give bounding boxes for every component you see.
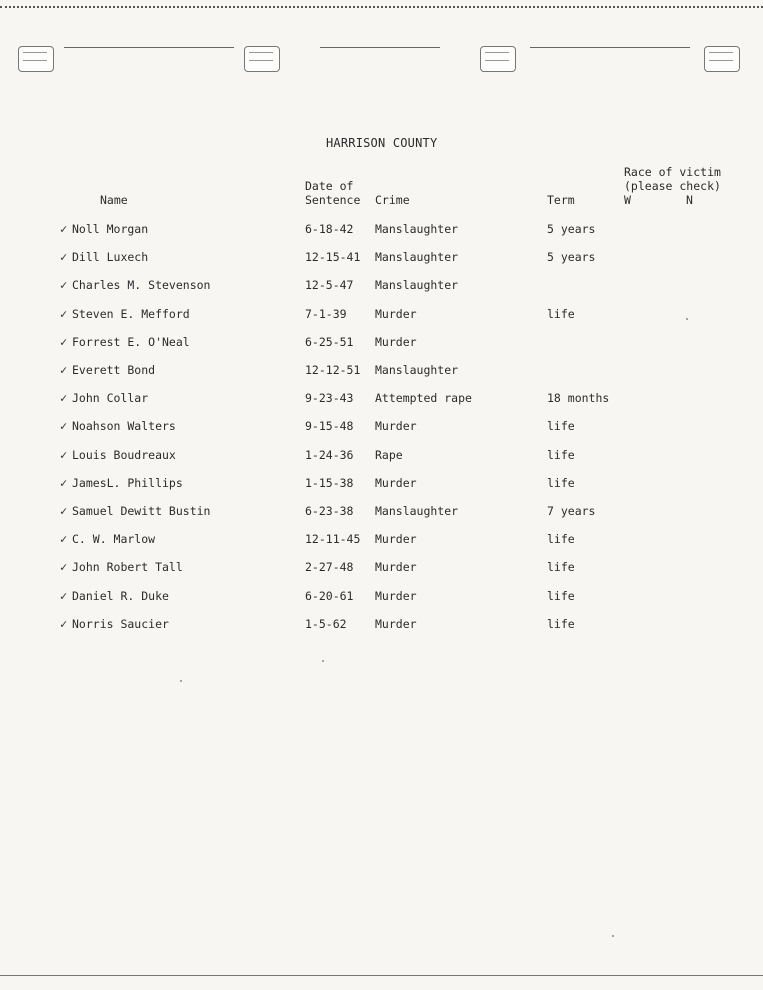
check-mark-icon: ✓ <box>60 588 68 603</box>
check-mark-icon: ✓ <box>60 419 68 434</box>
table-row <box>0 363 763 383</box>
table-row <box>0 476 763 496</box>
crime-cell: Murder <box>375 419 417 434</box>
header-race-w: W <box>624 193 631 207</box>
crime-cell: Manslaughter <box>375 222 459 236</box>
header-date-line2: Sentence <box>305 193 361 207</box>
name-cell: Steven E. Mefford <box>72 306 190 321</box>
term-cell: 18 months <box>547 391 610 406</box>
copy-stamp-icon <box>18 46 54 72</box>
name-cell: Norris Saucier <box>72 616 169 631</box>
table-row <box>0 589 763 609</box>
name-cell: Dill Luxech <box>72 250 149 265</box>
table-row <box>0 617 763 637</box>
table-row <box>0 250 763 270</box>
header-race-line1: Race of victim <box>624 165 721 179</box>
date-cell: 6-23-38 <box>305 504 354 518</box>
table-row <box>0 278 763 298</box>
term-cell: life <box>547 588 575 603</box>
table-row <box>0 222 763 242</box>
table-row <box>0 448 763 468</box>
crime-cell: Murder <box>375 560 417 575</box>
term-cell: 5 years <box>547 222 596 236</box>
term-cell: life <box>547 475 575 490</box>
name-cell: John Robert Tall <box>72 560 183 575</box>
check-mark-icon: ✓ <box>60 334 68 349</box>
check-mark-icon: ✓ <box>60 504 68 518</box>
name-cell: Samuel Dewitt Bustin <box>72 504 211 518</box>
bottom-edge <box>0 975 763 976</box>
check-mark-icon: ✓ <box>60 532 68 547</box>
date-cell: 12-12-51 <box>305 363 361 377</box>
date-cell: 6-18-42 <box>305 222 354 236</box>
crime-cell: Murder <box>375 588 417 603</box>
date-cell: 1-24-36 <box>305 447 354 462</box>
name-cell: Forrest E. O'Neal <box>72 334 190 349</box>
check-mark-icon: ✓ <box>60 560 68 575</box>
table-row <box>0 532 763 552</box>
term-cell: 5 years <box>547 250 596 265</box>
copy-stamp-icon <box>244 46 280 72</box>
top-edge <box>0 0 763 8</box>
term-cell: life <box>547 306 575 321</box>
name-cell: Charles M. Stevenson <box>72 278 211 293</box>
crime-cell: Manslaughter <box>375 278 459 293</box>
check-mark-icon: ✓ <box>60 363 68 377</box>
term-cell: life <box>547 616 575 631</box>
scan-speck <box>322 660 324 662</box>
crime-cell: Manslaughter <box>375 363 459 377</box>
date-cell: 1-15-38 <box>305 475 354 490</box>
term-cell: 7 years <box>547 504 596 518</box>
crime-cell: Murder <box>375 532 417 547</box>
date-cell: 2-27-48 <box>305 560 354 575</box>
header-date-line1: Date of <box>305 179 354 193</box>
name-cell: Daniel R. Duke <box>72 588 169 603</box>
header-crime: Crime <box>375 193 410 207</box>
check-mark-icon: ✓ <box>60 222 68 236</box>
crime-cell: Murder <box>375 334 417 349</box>
date-cell: 6-20-61 <box>305 588 354 603</box>
crime-cell: Murder <box>375 616 417 631</box>
check-mark-icon: ✓ <box>60 616 68 631</box>
table-row <box>0 307 763 327</box>
scan-speck <box>180 680 182 682</box>
date-cell: 9-15-48 <box>305 419 354 434</box>
name-cell: Noll Morgan <box>72 222 149 236</box>
date-cell: 9-23-43 <box>305 391 354 406</box>
crime-cell: Murder <box>375 306 417 321</box>
header-name: Name <box>100 193 128 207</box>
header-race-n: N <box>686 193 693 207</box>
check-mark-icon: ✓ <box>60 278 68 293</box>
date-cell: 12-11-45 <box>305 532 361 547</box>
check-mark-icon: ✓ <box>60 475 68 490</box>
scan-speck <box>612 935 614 937</box>
check-mark-icon: ✓ <box>60 250 68 265</box>
header-rule <box>64 47 234 48</box>
table-row <box>0 560 763 580</box>
copy-stamp-icon <box>480 46 516 72</box>
term-cell: life <box>547 419 575 434</box>
date-cell: 6-25-51 <box>305 334 354 349</box>
name-cell: Louis Boudreaux <box>72 447 176 462</box>
date-cell: 12-15-41 <box>305 250 361 265</box>
term-cell: life <box>547 447 575 462</box>
term-cell: life <box>547 532 575 547</box>
check-mark-icon: ✓ <box>60 447 68 462</box>
table-row <box>0 391 763 411</box>
check-mark-icon: ✓ <box>60 391 68 406</box>
name-cell: JamesL. Phillips <box>72 475 183 490</box>
crime-cell: Manslaughter <box>375 504 459 518</box>
header-term: Term <box>547 193 575 207</box>
table-row <box>0 335 763 355</box>
crime-cell: Rape <box>375 447 403 462</box>
copy-stamp-icon <box>704 46 740 72</box>
name-cell: Everett Bond <box>72 363 156 377</box>
name-cell: John Collar <box>72 391 149 406</box>
table-row <box>0 504 763 524</box>
term-cell: life <box>547 560 575 575</box>
date-cell: 7-1-39 <box>305 306 347 321</box>
header-rule <box>320 47 440 48</box>
table-row <box>0 419 763 439</box>
crime-cell: Manslaughter <box>375 250 459 265</box>
crime-cell: Murder <box>375 475 417 490</box>
scan-speck <box>686 318 688 320</box>
header-rule <box>530 47 690 48</box>
name-cell: Noahson Walters <box>72 419 176 434</box>
check-mark-icon: ✓ <box>60 306 68 321</box>
date-cell: 12-5-47 <box>305 278 354 293</box>
crime-cell: Attempted rape <box>375 391 472 406</box>
header-race-line2: (please check) <box>624 179 721 193</box>
name-cell: C. W. Marlow <box>72 532 156 547</box>
page-title: HARRISON COUNTY <box>326 136 438 150</box>
date-cell: 1-5-62 <box>305 616 347 631</box>
